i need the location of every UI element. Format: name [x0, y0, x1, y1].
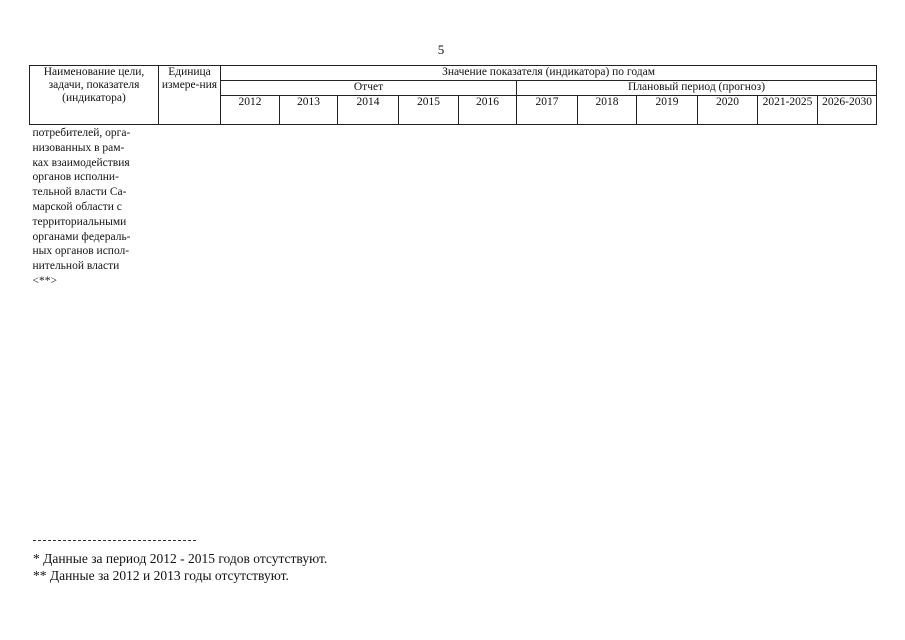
header-value-by-years: Значение показателя (индикатора) по годам [221, 66, 877, 81]
header-unit: Единица измере-ния [159, 66, 221, 125]
year-header: 2014 [338, 96, 399, 125]
value-cell [399, 125, 459, 289]
header-row-1 [30, 66, 877, 81]
indicator-name-line: тельной власти Са- [32, 186, 127, 199]
header-indicator-name: Наименование цели, задачи, показателя (индикатора) [30, 66, 159, 125]
header-plan: Плановый период (прогноз) [517, 81, 877, 96]
year-header: 2018 [578, 96, 637, 125]
indicator-name-line: территориальными [32, 215, 127, 228]
year-header: 2019 [637, 96, 698, 125]
value-cell [280, 125, 338, 289]
indicators-table [29, 65, 877, 289]
indicator-name-line: органов исполни- [32, 171, 119, 184]
value-cell [818, 125, 877, 289]
year-header: 2015 [399, 96, 459, 125]
year-header: 2020 [698, 96, 758, 125]
value-cell [698, 125, 758, 289]
footnote-1: * Данные за период 2012 - 2015 годов отсутствуют. [33, 551, 328, 566]
value-cell [758, 125, 818, 289]
year-header: 2013 [280, 96, 338, 125]
page-number: 5 [437, 42, 445, 57]
indicator-name-line: нительной власти [32, 260, 120, 273]
indicator-name-line: потребителей, орга- [32, 127, 131, 139]
table-row [30, 125, 877, 289]
year-header: 2017 [517, 96, 578, 125]
value-cell [221, 125, 280, 289]
unit-cell [159, 125, 221, 289]
indicator-name-line: марской области с [32, 200, 122, 213]
indicator-name-line: ках взаимодействия [32, 156, 130, 169]
indicator-name-line: <**> [32, 274, 57, 287]
year-header: 2021-2025 [758, 96, 818, 125]
header-report: Отчет [221, 81, 517, 96]
year-header: 2016 [459, 96, 517, 125]
indicator-name-line: ных органов испол- [32, 245, 130, 258]
indicator-name-cell [30, 125, 159, 289]
indicator-name-line: органами федераль- [32, 230, 131, 243]
value-cell [338, 125, 399, 289]
year-header: 2012 [221, 96, 280, 125]
year-header: 2026-2030 [818, 96, 877, 125]
value-cell [517, 125, 578, 289]
value-cell [637, 125, 698, 289]
value-cell [459, 125, 517, 289]
footnote-separator [33, 540, 196, 541]
indicator-name-line: низованных в рам- [32, 141, 125, 154]
footnote-2: ** Данные за 2012 и 2013 годы отсутствуют. [33, 568, 289, 583]
value-cell [578, 125, 637, 289]
